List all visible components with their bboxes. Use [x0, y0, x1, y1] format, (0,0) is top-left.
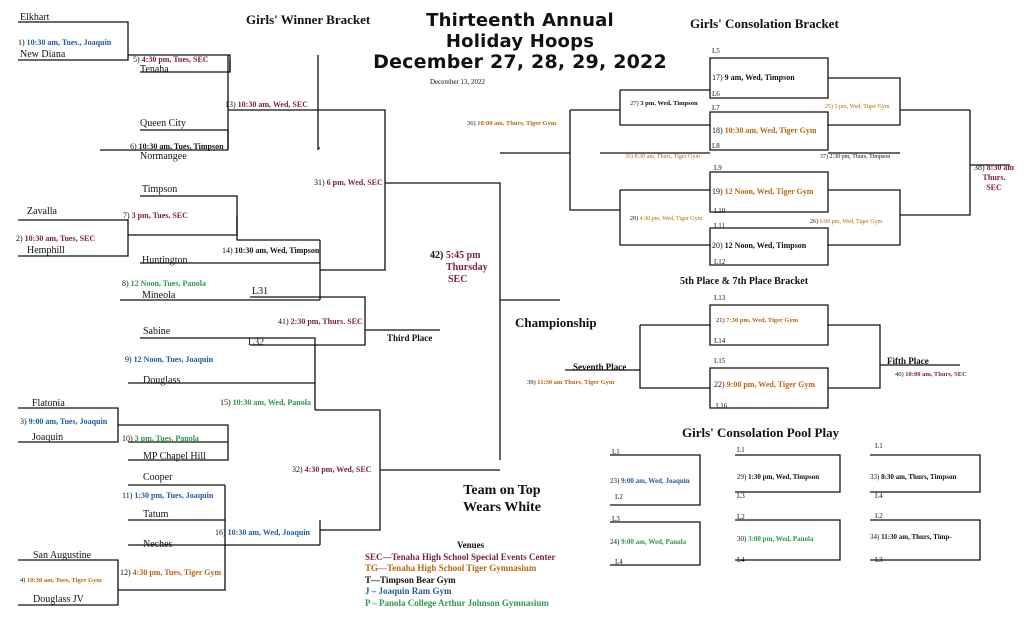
team-timpson: Timpson: [142, 184, 178, 195]
game-10: 10) 3 pm, Tues, Panola: [122, 434, 199, 443]
venue-tg: TG—Tenaha High School Tiger Gymnasium: [365, 563, 537, 573]
game-39: 39) 11:30 am Thurs, Tiger Gym: [527, 379, 615, 386]
venue-panola: P – Panola College Arthur Johnson Gymnasium: [365, 597, 549, 608]
venue-timpson: T—Timpson Bear Gym: [365, 574, 456, 585]
game-42: 42) 5:45 pm Thursday SEC: [430, 250, 488, 285]
label-l32: L32: [248, 337, 265, 348]
game-9: 9) 12 Noon, Tues, Joaquin: [125, 355, 214, 364]
pool-l4-c: L4: [875, 492, 883, 500]
game-41: 41) 2:30 pm, Thurs. SEC: [278, 317, 363, 326]
team-hemphill: Hemphill: [27, 245, 65, 256]
team-new-diana: New Diana: [20, 49, 66, 60]
game-7: 7) 3 pm, Tues, SEC: [123, 211, 188, 220]
venues-title: Venues: [457, 540, 485, 550]
championship-label: Championship: [515, 315, 597, 330]
game-17: 17) 9 am, Wed, Timpson: [712, 73, 795, 82]
label-l16: L16: [716, 402, 728, 410]
team-zavalla: Zavalla: [27, 206, 57, 217]
pool-l1-a: L1: [612, 448, 620, 456]
game-29: 29) 1:30 pm, Wed, Timpson: [737, 473, 820, 481]
game-30: 30) 3:00 pm, Wed, Panola: [737, 535, 814, 543]
label-l12: L12: [714, 258, 726, 266]
team-cooper: Cooper: [143, 472, 173, 483]
label-l14: L14: [714, 337, 726, 345]
game-22: 22) 9:00 pm, Wed, Tiger Gym: [714, 380, 815, 389]
team-huntington: Huntington: [142, 255, 188, 266]
label-l9: L9: [714, 164, 722, 172]
team-normangee: Normangee: [140, 151, 187, 162]
game-11: 11) 1:30 pm, Tues, Joaquin: [122, 491, 214, 500]
team-neches: Neches: [143, 539, 173, 550]
title-line-3: December 27, 28, 29, 2022: [373, 51, 667, 73]
game-23: 23) 9:00 am, Wed, Joaquin: [610, 477, 690, 485]
game-40: 40) 10:00 am, Thurs, SEC: [895, 371, 967, 378]
pool-l1-b: L1: [737, 446, 745, 454]
main-title: [370, 10, 670, 73]
game-25: 25) 3 pm, Wed, Tiger Gym: [825, 104, 890, 110]
game-18: 18) 10:30 am, Wed, Tiger Gym: [712, 126, 817, 135]
game-38: 38) 8:30 am Thurs. SEC: [974, 163, 1014, 192]
game-21: 21) 7:30 pm, Wed, Tiger Gym: [716, 317, 799, 324]
title-line-1: Thirteenth Annual: [426, 10, 614, 31]
pool-l3-a: L3: [612, 515, 620, 523]
title-line-2: Holiday Hoops: [445, 31, 595, 52]
game-35: 35) 8:30 am, Thurs, Tiger Gym: [625, 154, 701, 160]
third-place-label: Third Place: [387, 333, 433, 343]
team-elkhart: Elkhart: [20, 12, 50, 23]
fifth-place-label: Fifth Place: [887, 356, 929, 366]
game-4: 4) 10:30 am, Tues, Tiger Gym: [20, 577, 102, 584]
pool-l3-c: L3: [875, 556, 883, 564]
fifth-seventh-title: 5th Place & 7th Place Bracket: [680, 276, 809, 287]
pool-l2-c: L2: [875, 512, 883, 520]
team-san-augustine: San Augustine: [33, 550, 92, 561]
game-26: 26) 6:00 pm, Wed, Tiger Gym: [810, 219, 883, 225]
team-douglass-jv: Douglass JV: [33, 594, 84, 605]
game-19: 19) 12 Noon, Wed, Tiger Gym: [712, 187, 814, 196]
game-13: 13) 10:30 am, Wed, SEC: [225, 100, 308, 109]
pool-l2-a: L2: [615, 493, 623, 501]
game-5: 5) 4:30 pm, Tues, SEC: [133, 55, 209, 64]
venues-legend: [365, 540, 555, 609]
document-date: December 13, 2022: [430, 78, 486, 86]
venue-sec: SEC—Tenaha High School Special Events Center: [365, 551, 556, 562]
label-l10: L10: [714, 207, 726, 215]
game-12: 12) 4:30 pm, Tues, Tiger Gym: [120, 568, 222, 577]
pool-l2-b: L2: [737, 513, 745, 521]
team-douglass: Douglass: [143, 375, 181, 386]
pool-play-title: Girls' Consolation Pool Play: [682, 425, 840, 440]
winner-bracket-title: Girls' Winner Bracket: [246, 12, 371, 27]
game-37: 37) 2:30 pm, Thurs, Timpson: [820, 154, 891, 160]
game-6: 6) 10:30 am, Tues, Timpson: [130, 142, 224, 151]
game-2: 2) 10:30 am, Tues, SEC: [16, 234, 96, 243]
game-20: 20) 12 Noon, Wed, Timpson: [712, 241, 807, 250]
pool-l3-b: L3: [737, 492, 745, 500]
venue-joaquin: J – Joaquin Ram Gym: [365, 586, 452, 596]
game-24: 24) 9:00 am, Wed, Panola: [610, 538, 687, 546]
game-33: 33) 8:30 am, Thurs, Timpson: [870, 473, 957, 481]
pool-l4-b: L4: [737, 556, 745, 564]
game-34: 34) 11:30 am, Thurs, Timp-: [870, 533, 952, 541]
team-tenaha: Tenaha: [140, 64, 169, 75]
game-8: 8) 12 Noon, Tues, Panola: [122, 279, 207, 288]
game-16: 16) 10:30 am, Wed, Joaquin: [215, 528, 310, 537]
game-3: 3) 9:00 am, Tues, Joaquin: [20, 417, 108, 426]
team-mp-chapel-hill: MP Chapel Hill: [143, 451, 206, 462]
game-15: 15) 10:30 am, Wed, Panola: [220, 398, 311, 407]
label-l15: L15: [714, 357, 726, 365]
team-tatum: Tatum: [143, 509, 169, 520]
team-mineola: Mineola: [142, 290, 176, 301]
game-32: 32) 4:30 pm, Wed, SEC: [292, 465, 372, 474]
game-1: 1) 10:30 am, Tues., Joaquin: [18, 38, 112, 47]
team-on-top-note: Team on Top Wears White: [463, 483, 541, 515]
seventh-place-label: Seventh Place: [573, 362, 627, 372]
label-l5: L5: [712, 47, 720, 55]
pool-l4-a: L4: [615, 558, 623, 566]
team-sabine: Sabine: [143, 326, 171, 337]
game-36: 36) 10:00 am, Thurs, Tiger Gym: [467, 120, 557, 127]
team-joaquin: Joaquin: [32, 432, 64, 443]
label-l11: L11: [714, 222, 726, 230]
game-31: 31) 6 pm, Wed, SEC: [314, 178, 383, 187]
label-l31: L31: [252, 286, 269, 297]
label-l8: L8: [712, 142, 720, 150]
game-14: 14) 10:30 am, Wed, Timpson: [222, 246, 320, 255]
game-27: 27) 3 pm, Wed, Timpson: [630, 100, 698, 107]
pool-l1-c: L1: [875, 442, 883, 450]
label-l13: L13: [714, 294, 726, 302]
consolation-bracket-title: Girls' Consolation Bracket: [690, 16, 839, 31]
team-flatonia: Flatonia: [32, 398, 65, 409]
label-l7: L7: [712, 104, 720, 112]
label-l6: L6: [712, 90, 720, 98]
team-queen-city: Queen City: [140, 118, 186, 129]
game-28: 28) 4:30 pm, Wed, Tiger Gym: [630, 216, 703, 222]
